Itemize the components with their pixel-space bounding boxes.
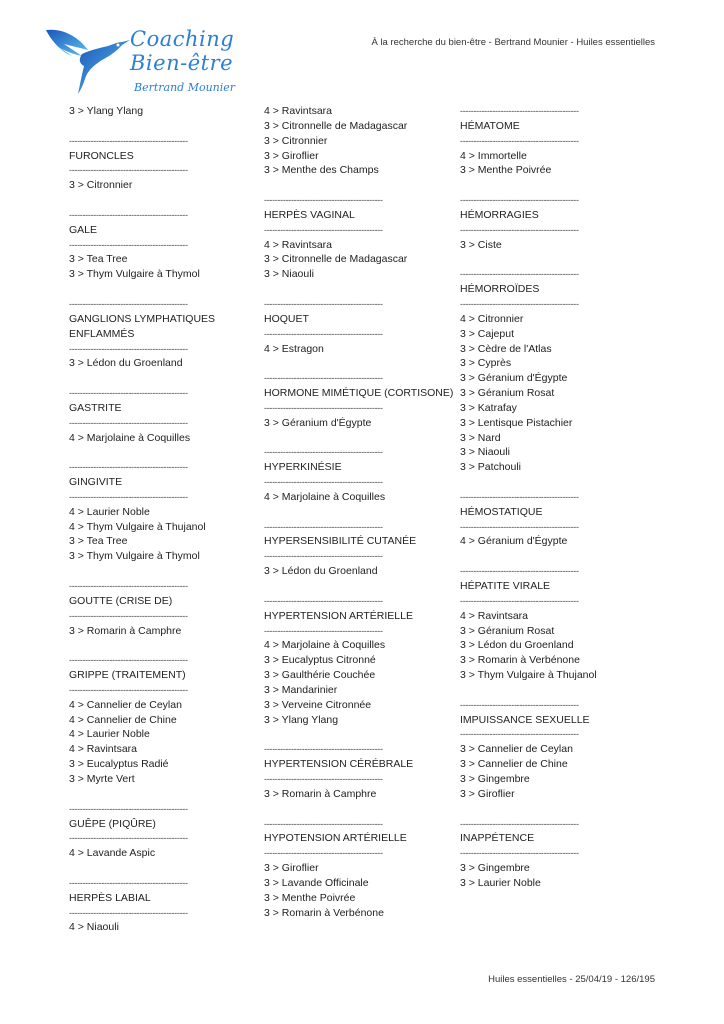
oil-entry: 4 > Ravintsara xyxy=(69,743,137,756)
blank-line xyxy=(264,579,434,594)
separator-line: -------------------------------------------- xyxy=(460,224,579,235)
separator-line: -------------------------------------------- xyxy=(460,729,579,740)
oil-entry: 3 > Tea Tree xyxy=(69,253,128,266)
separator-line: -------------------------------------------- xyxy=(264,848,383,859)
section-heading: HORMONE MIMÉTIQUE (CORTISONE) xyxy=(264,387,454,400)
oil-entry: 4 > Citronnier xyxy=(460,312,524,325)
blank-line xyxy=(264,505,434,520)
separator-line: -------------------------------------------- xyxy=(69,165,188,176)
separator-line: -------------------------------------------- xyxy=(69,655,188,666)
blank-line xyxy=(69,119,239,134)
logo-line-1: Coaching xyxy=(130,27,235,51)
separator-line: -------------------------------------------- xyxy=(460,135,579,146)
oil-entry: 4 > Marjolaine à Coquilles xyxy=(264,639,386,652)
oil-entry: 3 > Cyprès xyxy=(460,357,512,370)
separator-line: -------------------------------------------- xyxy=(264,595,383,606)
separator-line: -------------------------------------------- xyxy=(264,477,383,488)
page-footer: Huiles essentielles - 25/04/19 - 126/195 xyxy=(488,974,655,985)
blank-line xyxy=(69,861,239,876)
separator-line: -------------------------------------------- xyxy=(264,625,383,636)
separator-line: -------------------------------------------- xyxy=(69,581,188,591)
separator-line: -------------------------------------------- xyxy=(264,447,383,458)
oil-entry: 4 > Cannelier de Ceylan xyxy=(69,698,182,711)
section-heading: GOUTTE (CRISE DE) xyxy=(69,594,173,607)
separator-line: -------------------------------------------- xyxy=(264,773,383,784)
separator-line: -------------------------------------------- xyxy=(460,491,579,502)
section-heading: FURONCLES xyxy=(69,149,134,162)
oil-entry: 3 > Lédon du Groenland xyxy=(264,565,378,578)
blank-line xyxy=(460,549,630,564)
column-3 xyxy=(460,104,630,891)
oil-entry: 3 > Cannelier de Ceylan xyxy=(460,743,573,756)
oil-entry: 3 > Citronnelle de Madagascar xyxy=(264,119,408,132)
blank-line xyxy=(69,564,239,579)
oil-entry: 3 > Citronnier xyxy=(264,134,328,147)
blank-line xyxy=(264,431,434,446)
separator-line: -------------------------------------------- xyxy=(69,417,188,428)
column-2 xyxy=(264,104,454,920)
oil-entry: 3 > Géranium d'Égypte xyxy=(264,416,372,429)
blank-line xyxy=(460,683,630,698)
section-heading: GINGIVITE xyxy=(69,476,123,489)
oil-entry: 3 > Eucalyptus Citronné xyxy=(264,654,376,667)
oil-entry: 3 > Lédon du Groenland xyxy=(69,357,183,370)
oil-entry: 3 > Gaulthérie Couchée xyxy=(264,669,376,682)
separator-line: -------------------------------------------- xyxy=(69,135,188,146)
separator-line: -------------------------------------------- xyxy=(69,877,188,888)
oil-entry: 3 > Cannelier de Chine xyxy=(460,758,568,771)
section-heading: HÉMOSTATIQUE xyxy=(460,505,543,518)
separator-line: -------------------------------------------- xyxy=(460,298,579,309)
oil-entry: 3 > Citronnelle de Madagascar xyxy=(264,253,408,266)
blank-line xyxy=(264,356,434,371)
separator-line: -------------------------------------------- xyxy=(460,699,579,710)
blank-line xyxy=(69,282,239,297)
oil-entry: 4 > Laurier Noble xyxy=(69,728,150,741)
separator-line: -------------------------------------------- xyxy=(69,239,188,250)
oil-entry: 4 > Lavande Aspic xyxy=(69,847,156,860)
separator-line: -------------------------------------------- xyxy=(460,848,579,859)
blank-line xyxy=(264,802,434,817)
logo-author: Bertrand Mounier xyxy=(134,81,236,94)
separator-line: -------------------------------------------- xyxy=(460,818,579,829)
logo xyxy=(44,24,244,98)
oil-entry: 3 > Tea Tree xyxy=(69,535,128,548)
oil-entry: 3 > Nard xyxy=(460,431,501,444)
oil-entry: 3 > Citronnier xyxy=(69,179,133,192)
oil-entry: 3 > Romarin à Verbénone xyxy=(264,906,384,919)
oil-entry: 3 > Mandarinier xyxy=(264,683,338,696)
section-heading: HYPERSENSIBILITÉ CUTANÉE xyxy=(264,535,417,548)
separator-line: -------------------------------------------- xyxy=(69,343,188,354)
oil-entry: 3 > Géranium d'Égypte xyxy=(460,372,568,385)
oil-entry: 3 > Thym Vulgaire à Thujanol xyxy=(460,669,597,682)
oil-entry: 3 > Lédon du Groenland xyxy=(460,639,574,652)
oil-entry: 3 > Myrte Vert xyxy=(69,772,135,785)
blank-line xyxy=(264,727,434,742)
section-heading: ENFLAMMÉS xyxy=(69,327,135,340)
blank-line xyxy=(264,178,434,193)
section-heading: HERPÈS VAGINAL xyxy=(264,208,355,221)
column-1 xyxy=(69,104,239,935)
separator-line: -------------------------------------------- xyxy=(264,224,383,235)
separator-line: -------------------------------------------- xyxy=(264,818,383,829)
logo-line-2: Bien-être xyxy=(130,51,234,75)
separator-line: -------------------------------------------- xyxy=(264,402,383,413)
oil-entry: 4 > Ravintsara xyxy=(264,105,332,117)
oil-entry: 4 > Géranium d'Égypte xyxy=(460,535,568,548)
oil-entry: 3 > Thym Vulgaire à Thymol xyxy=(69,550,200,563)
separator-line: -------------------------------------------- xyxy=(264,373,383,384)
oil-entry: 3 > Ylang Ylang xyxy=(264,713,339,726)
oil-entry: 3 > Verveine Citronnée xyxy=(264,698,372,711)
oil-entry: 3 > Géranium Rosat xyxy=(460,387,555,400)
section-heading: GASTRITE xyxy=(69,401,122,414)
separator-line: -------------------------------------------- xyxy=(460,521,579,532)
oil-entry: 4 > Thym Vulgaire à Thujanol xyxy=(69,520,206,533)
blank-line xyxy=(460,178,630,193)
separator-line: -------------------------------------------- xyxy=(264,551,383,562)
oil-entry: 4 > Marjolaine à Coquilles xyxy=(264,490,386,503)
separator-line: -------------------------------------------- xyxy=(264,195,383,206)
section-heading: HÉMATOME xyxy=(460,119,520,132)
section-heading: HYPERTENSION ARTÉRIELLE xyxy=(264,609,413,622)
oil-entry: 3 > Menthe Poivrée xyxy=(264,891,356,904)
oil-entry: 3 > Géranium Rosat xyxy=(460,624,555,637)
oil-entry: 3 > Patchouli xyxy=(460,461,522,474)
separator-line: -------------------------------------------- xyxy=(264,521,383,532)
hummingbird-icon xyxy=(44,24,134,98)
oil-entry: 3 > Giroflier xyxy=(264,149,319,162)
separator-line: -------------------------------------------- xyxy=(460,595,579,606)
separator-line: -------------------------------------------- xyxy=(69,388,188,399)
oil-entry: 4 > Niaouli xyxy=(69,921,119,934)
blank-line xyxy=(460,475,630,490)
oil-entry: 3 > Menthe des Champs xyxy=(264,164,379,177)
separator-line: -------------------------------------------- xyxy=(264,328,383,339)
separator-line: -------------------------------------------- xyxy=(69,833,188,844)
separator-line: -------------------------------------------- xyxy=(460,566,579,577)
separator-line: -------------------------------------------- xyxy=(69,684,188,695)
section-heading: HYPERTENSION CÉRÉBRALE xyxy=(264,758,414,771)
oil-entry: 4 > Laurier Noble xyxy=(69,505,150,518)
oil-entry: 3 > Romarin à Camphre xyxy=(69,624,182,637)
separator-line: -------------------------------------------- xyxy=(460,106,579,116)
section-heading: HÉPATITE VIRALE xyxy=(460,580,551,592)
oil-entry: 3 > Niaouli xyxy=(460,446,510,459)
oil-entry: 3 > Katrafay xyxy=(460,401,517,414)
blank-line xyxy=(460,802,630,817)
section-heading: GUÊPE (PIQÛRE) xyxy=(69,817,156,830)
separator-line: -------------------------------------------- xyxy=(69,462,188,473)
oil-entry: 3 > Thym Vulgaire à Thymol xyxy=(69,268,200,281)
page-header: À la recherche du bien-être - Bertrand Mounier - Huiles essentielles xyxy=(371,37,655,48)
section-heading: HYPOTENSION ARTÉRIELLE xyxy=(264,832,407,845)
section-heading: GALE xyxy=(69,223,98,236)
oil-entry: 4 > Immortelle xyxy=(460,149,527,162)
section-heading: HOQUET xyxy=(264,312,309,325)
blank-line xyxy=(69,193,239,208)
oil-entry: 3 > Cajeput xyxy=(460,327,514,340)
separator-line: -------------------------------------------- xyxy=(69,803,188,814)
section-heading: HÉMORROÏDES xyxy=(460,283,540,296)
blank-line xyxy=(69,371,239,386)
separator-line: -------------------------------------------- xyxy=(264,744,383,755)
separator-line: -------------------------------------------- xyxy=(69,209,188,220)
oil-entry: 4 > Marjolaine à Coquilles xyxy=(69,431,191,444)
oil-entry: 3 > Lentisque Pistachier xyxy=(460,416,573,429)
oil-entry: 4 > Cannelier de Chine xyxy=(69,713,177,726)
oil-entry: 3 > Romarin à Camphre xyxy=(264,787,377,800)
oil-entry: 3 > Giroflier xyxy=(460,787,515,800)
section-heading: INAPPÉTENCE xyxy=(460,832,535,845)
blank-line xyxy=(69,787,239,802)
oil-entry: 3 > Romarin à Verbénone xyxy=(460,654,580,667)
oil-entry: 3 > Gingembre xyxy=(460,772,530,785)
oil-entry: 3 > Gingembre xyxy=(460,862,530,875)
blank-line xyxy=(460,252,630,267)
separator-line: -------------------------------------------- xyxy=(460,195,579,206)
oil-entry: 3 > Cèdre de l'Atlas xyxy=(460,342,552,355)
separator-line: -------------------------------------------- xyxy=(460,269,579,280)
separator-line: -------------------------------------------- xyxy=(69,610,188,621)
oil-entry: 3 > Giroflier xyxy=(264,862,319,875)
oil-entry: 4 > Ravintsara xyxy=(460,609,528,622)
section-heading: HERPÈS LABIAL xyxy=(69,891,151,904)
blank-line xyxy=(69,445,239,460)
oil-entry: 3 > Lavande Officinale xyxy=(264,876,369,889)
oil-entry: 3 > Niaouli xyxy=(264,268,314,281)
oil-entry: 3 > Laurier Noble xyxy=(460,876,541,889)
oil-entry: 3 > Ciste xyxy=(460,238,502,251)
oil-entry: 3 > Eucalyptus Radié xyxy=(69,758,169,771)
section-heading: GANGLIONS LYMPHATIQUES xyxy=(69,312,216,325)
blank-line xyxy=(264,282,434,297)
oil-entry: 4 > Ravintsara xyxy=(264,238,332,251)
section-heading: IMPUISSANCE SEXUELLE xyxy=(460,713,590,726)
separator-line: -------------------------------------------- xyxy=(69,298,188,309)
oil-entry: 3 > Ylang Ylang xyxy=(69,105,144,117)
oil-entry: 3 > Menthe Poivrée xyxy=(460,164,552,177)
section-heading: GRIPPE (TRAITEMENT) xyxy=(69,669,186,682)
oil-entry: 4 > Estragon xyxy=(264,342,324,355)
section-heading: HÉMORRAGIES xyxy=(460,208,539,221)
section-heading: HYPERKINÉSIE xyxy=(264,461,342,474)
separator-line: -------------------------------------------- xyxy=(264,298,383,309)
separator-line: -------------------------------------------- xyxy=(69,491,188,502)
separator-line: -------------------------------------------- xyxy=(69,907,188,918)
blank-line xyxy=(69,638,239,653)
